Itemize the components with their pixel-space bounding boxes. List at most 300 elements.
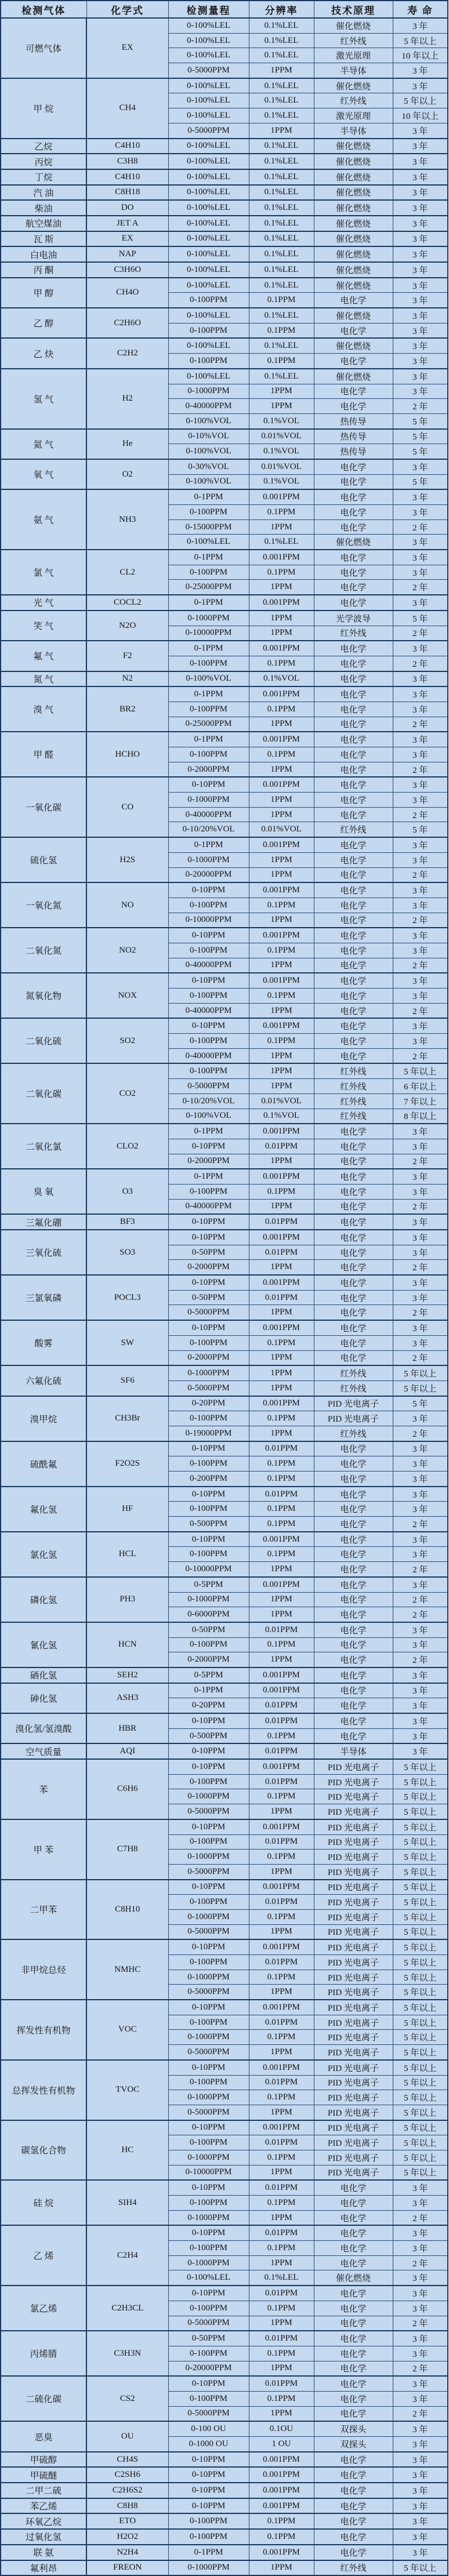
life-cell: 3 年 bbox=[393, 550, 448, 565]
range-cell: 0-500PPM bbox=[168, 1517, 249, 1532]
resolution-cell: 0.1%LEL bbox=[249, 216, 314, 231]
principle-cell: 光学波导 bbox=[314, 611, 393, 626]
gas-name-cell: 六氟化硫 bbox=[1, 1365, 86, 1396]
life-cell: 3 年 bbox=[393, 2513, 448, 2529]
life-cell: 3 年 bbox=[393, 882, 448, 898]
principle-cell: 电化学 bbox=[314, 2483, 393, 2498]
life-cell: 3 年 bbox=[393, 702, 448, 717]
range-cell: 0-5000PPM bbox=[168, 1864, 249, 1879]
range-cell: 0-100PPM bbox=[168, 1955, 249, 1970]
resolution-cell: 0.001PPM bbox=[249, 2120, 314, 2135]
formula-cell: H2 bbox=[86, 369, 168, 429]
resolution-cell: 0.1%LEL bbox=[249, 231, 314, 247]
principle-cell: 红外线 bbox=[314, 93, 393, 108]
resolution-cell: 0.1PPM bbox=[249, 1456, 314, 1472]
range-cell: 0-20PPM bbox=[168, 1396, 249, 1411]
principle-cell: 电化学 bbox=[314, 686, 393, 702]
resolution-cell: 0.1PPM bbox=[249, 2150, 314, 2165]
resolution-cell: 0.1PPM bbox=[249, 1502, 314, 1517]
life-cell: 5 年 bbox=[393, 611, 448, 626]
principle-cell: PID 光电离子 bbox=[314, 2075, 393, 2090]
principle-cell: PID 光电离子 bbox=[314, 2000, 393, 2015]
range-cell: 0-100PPM bbox=[168, 2015, 249, 2030]
table-row bbox=[1, 550, 448, 565]
gas-name-cell: 酸雾 bbox=[1, 1320, 86, 1365]
life-cell: 5 年 bbox=[393, 822, 448, 837]
life-cell: 3 年 bbox=[393, 2180, 448, 2195]
col-header-resolution: 分辨率 bbox=[249, 1, 314, 18]
formula-cell: NO2 bbox=[86, 928, 168, 973]
resolution-cell: 1PPM bbox=[249, 2316, 314, 2331]
resolution-cell: 0.001PPM bbox=[249, 2060, 314, 2075]
gas-name-cell: 二硫化碳 bbox=[1, 2376, 86, 2421]
range-cell: 0-2000PPM bbox=[168, 1260, 249, 1275]
principle-cell: 电化学 bbox=[314, 1577, 393, 1592]
formula-cell: C2SH6 bbox=[86, 2467, 168, 2483]
principle-cell: 电化学 bbox=[314, 2529, 393, 2545]
life-cell: 3 年 bbox=[393, 354, 448, 369]
range-cell: 0-30%VOL bbox=[168, 459, 249, 474]
table-row bbox=[1, 1275, 448, 1290]
life-cell: 5 年 bbox=[393, 429, 448, 444]
resolution-cell: 0.01PPM bbox=[249, 1743, 314, 1759]
resolution-cell: 0.01%VOL bbox=[249, 459, 314, 474]
principle-cell: 电化学 bbox=[314, 2498, 393, 2514]
range-cell: 0-100PPM bbox=[168, 2301, 249, 2316]
life-cell: 3 年 bbox=[393, 169, 448, 185]
table-row bbox=[1, 429, 448, 444]
formula-cell: AQI bbox=[86, 1743, 168, 1759]
formula-cell: He bbox=[86, 429, 168, 459]
principle-cell: 电化学 bbox=[314, 1517, 393, 1532]
formula-cell: C4H10 bbox=[86, 139, 168, 154]
range-cell: 0-100%LEL bbox=[168, 2270, 249, 2286]
formula-cell: NO bbox=[86, 882, 168, 928]
gas-name-cell: 二甲二硫 bbox=[1, 2483, 86, 2498]
resolution-cell: 0.1PPM bbox=[249, 2513, 314, 2529]
formula-cell: C3H3N bbox=[86, 2331, 168, 2376]
resolution-cell: 1PPM bbox=[249, 852, 314, 867]
resolution-cell: 0.001PPM bbox=[249, 732, 314, 747]
life-cell: 3 年 bbox=[393, 535, 448, 550]
gas-name-cell: 光 气 bbox=[1, 595, 86, 611]
range-cell: 0-5000PPM bbox=[168, 1985, 249, 2000]
life-cell: 5 年 bbox=[393, 474, 448, 489]
life-cell: 2 年 bbox=[393, 580, 448, 595]
principle-cell: 红外线 bbox=[314, 1079, 393, 1094]
table-row bbox=[1, 641, 448, 656]
principle-cell: 电化学 bbox=[314, 2301, 393, 2316]
range-cell: 0-1000PPM bbox=[168, 1850, 249, 1865]
principle-cell: 电化学 bbox=[314, 489, 393, 504]
resolution-cell: 0.001PPM bbox=[249, 777, 314, 792]
range-cell: 0-100PPM bbox=[168, 898, 249, 913]
range-cell: 0-1000PPM bbox=[168, 852, 249, 867]
principle-cell: PID 光电离子 bbox=[314, 2060, 393, 2075]
principle-cell: 电化学 bbox=[314, 1034, 393, 1049]
formula-cell: C2H6O bbox=[86, 308, 168, 338]
formula-cell: OU bbox=[86, 2421, 168, 2451]
range-cell: 0-100%VOL bbox=[168, 413, 249, 428]
range-cell: 0-5000PPM bbox=[168, 2045, 249, 2060]
principle-cell: PID 光电离子 bbox=[314, 1939, 393, 1954]
table-row bbox=[1, 278, 448, 293]
resolution-cell: 0.001PPM bbox=[249, 1169, 314, 1184]
formula-cell: POCL3 bbox=[86, 1275, 168, 1320]
resolution-cell: 1PPM bbox=[249, 1607, 314, 1622]
range-cell: 0-1PPM bbox=[168, 1124, 249, 1139]
principle-cell: 电化学 bbox=[314, 641, 393, 656]
life-cell: 3 年 bbox=[393, 1290, 448, 1305]
range-cell: 0-40000PPM bbox=[168, 1199, 249, 1214]
resolution-cell: 0.1%LEL bbox=[249, 308, 314, 323]
principle-cell: 电化学 bbox=[314, 1607, 393, 1622]
principle-cell: PID 光电离子 bbox=[314, 1864, 393, 1879]
life-cell: 5 年以上 bbox=[393, 1804, 448, 1819]
life-cell: 2 年 bbox=[393, 1199, 448, 1214]
life-cell: 3 年 bbox=[393, 123, 448, 138]
principle-cell: 电化学 bbox=[314, 2196, 393, 2211]
gas-name-cell: 氯乙烯 bbox=[1, 2286, 86, 2331]
range-cell: 0-10PPM bbox=[168, 2376, 249, 2391]
gas-name-cell: 乙 醇 bbox=[1, 308, 86, 338]
life-cell: 5 年以上 bbox=[393, 1834, 448, 1850]
life-cell: 5 年以上 bbox=[393, 1864, 448, 1879]
range-cell: 0-10PPM bbox=[168, 2498, 249, 2514]
life-cell: 3 年 bbox=[393, 1018, 448, 1033]
range-cell: 0-10%VOL bbox=[168, 429, 249, 444]
table-row bbox=[1, 139, 448, 154]
principle-cell: PID 光电离子 bbox=[314, 2165, 393, 2180]
range-cell: 0-1000PPM bbox=[168, 793, 249, 808]
principle-cell: PID 光电离子 bbox=[314, 2120, 393, 2135]
table-row bbox=[1, 777, 448, 792]
range-cell: 0-10PPM bbox=[168, 1230, 249, 1245]
life-cell: 3 年 bbox=[393, 1456, 448, 1472]
life-cell: 5 年以上 bbox=[393, 1939, 448, 1954]
formula-cell: CLO2 bbox=[86, 1124, 168, 1169]
formula-cell: NMHC bbox=[86, 1939, 168, 2000]
principle-cell: 激光原理 bbox=[314, 108, 393, 123]
resolution-cell: 0.01PPM bbox=[249, 1698, 314, 1713]
gas-name-cell: 氮 气 bbox=[1, 671, 86, 687]
resolution-cell: 0.1%LEL bbox=[249, 154, 314, 169]
life-cell: 3 年 bbox=[393, 1034, 448, 1049]
principle-cell: 红外线 bbox=[314, 2560, 393, 2576]
life-cell: 3 年 bbox=[393, 459, 448, 474]
range-cell: 0-10000PPM bbox=[168, 626, 249, 641]
formula-cell: CH4O bbox=[86, 278, 168, 308]
formula-cell: SW bbox=[86, 1320, 168, 1365]
resolution-cell: 0.1PPM bbox=[249, 2529, 314, 2545]
col-header-formula: 化学式 bbox=[86, 1, 168, 18]
principle-cell: 电化学 bbox=[314, 2346, 393, 2361]
principle-cell: 电化学 bbox=[314, 1441, 393, 1456]
table-row bbox=[1, 973, 448, 988]
life-cell: 2 年 bbox=[393, 2255, 448, 2270]
range-cell: 0-500PPM bbox=[168, 1728, 249, 1743]
table-row bbox=[1, 246, 448, 262]
life-cell: 5 年 bbox=[393, 444, 448, 459]
life-cell: 2 年 bbox=[393, 1003, 448, 1018]
range-cell: 0-100%LEL bbox=[168, 48, 249, 63]
principle-cell: 电化学 bbox=[314, 2316, 393, 2331]
resolution-cell: 0.1%LEL bbox=[249, 33, 314, 48]
life-cell: 5 年以上 bbox=[393, 1924, 448, 1939]
life-cell: 5 年以上 bbox=[393, 2560, 448, 2576]
formula-cell: N2O bbox=[86, 611, 168, 641]
table-row bbox=[1, 595, 448, 611]
gas-name-cell: 二氧化氯 bbox=[1, 1124, 86, 1169]
range-cell: 0-1PPM bbox=[168, 2545, 249, 2560]
table-row bbox=[1, 2513, 448, 2529]
life-cell: 3 年 bbox=[393, 793, 448, 808]
life-cell: 2 年 bbox=[393, 1562, 448, 1577]
table-row bbox=[1, 928, 448, 943]
gas-name-cell: 白电油 bbox=[1, 246, 86, 262]
principle-cell: PID 光电离子 bbox=[314, 1759, 393, 1774]
life-cell: 3 年 bbox=[393, 1713, 448, 1728]
table-row bbox=[1, 1759, 448, 1774]
table-row bbox=[1, 2180, 448, 2195]
resolution-cell: 1PPM bbox=[249, 807, 314, 822]
range-cell: 0-20000PPM bbox=[168, 867, 249, 882]
resolution-cell: 0.1%LEL bbox=[249, 262, 314, 278]
resolution-cell: 0.1%LEL bbox=[249, 338, 314, 353]
range-cell: 0-40000PPM bbox=[168, 1048, 249, 1063]
resolution-cell: 0.1%LEL bbox=[249, 278, 314, 293]
principle-cell: 电化学 bbox=[314, 973, 393, 988]
gas-name-cell: 溴甲烷 bbox=[1, 1396, 86, 1441]
life-cell: 2 年 bbox=[393, 1048, 448, 1063]
principle-cell: PID 光电离子 bbox=[314, 1880, 393, 1895]
gas-name-cell: 甲 醇 bbox=[1, 278, 86, 308]
resolution-cell: 0.001PPM bbox=[249, 837, 314, 852]
range-cell: 0-1000PPM bbox=[168, 1970, 249, 1985]
range-cell: 0-2000PPM bbox=[168, 762, 249, 777]
principle-cell: 电化学 bbox=[314, 323, 393, 338]
resolution-cell: 0.001PPM bbox=[249, 1275, 314, 1290]
resolution-cell: 1PPM bbox=[249, 2105, 314, 2120]
table-row bbox=[1, 1169, 448, 1184]
gas-name-cell: 甲硫醚 bbox=[1, 2467, 86, 2483]
principle-cell: PID 光电离子 bbox=[314, 2105, 393, 2120]
header-row bbox=[1, 1, 448, 18]
gas-name-cell: 瓦 斯 bbox=[1, 231, 86, 247]
gas-name-cell: 氯 气 bbox=[1, 550, 86, 595]
resolution-cell: 0.001PPM bbox=[249, 1667, 314, 1683]
life-cell: 3 年 bbox=[393, 1472, 448, 1487]
range-cell: 0-100%LEL bbox=[168, 108, 249, 123]
principle-cell: 电化学 bbox=[314, 1698, 393, 1713]
principle-cell: PID 光电离子 bbox=[314, 1411, 393, 1426]
principle-cell: 电化学 bbox=[314, 1562, 393, 1577]
life-cell: 5 年以上 bbox=[393, 2000, 448, 2015]
life-cell: 5 年以上 bbox=[393, 93, 448, 108]
principle-cell: 电化学 bbox=[314, 1487, 393, 1502]
life-cell: 3 年 bbox=[393, 384, 448, 399]
resolution-cell: 0.001PPM bbox=[249, 1759, 314, 1774]
table-row bbox=[1, 837, 448, 852]
principle-cell: 电化学 bbox=[314, 1018, 393, 1033]
life-cell: 3 年 bbox=[393, 928, 448, 943]
resolution-cell: 0.01PPM bbox=[249, 1139, 314, 1154]
life-cell: 3 年 bbox=[393, 732, 448, 747]
range-cell: 0-200PPM bbox=[168, 1472, 249, 1487]
life-cell: 3 年 bbox=[393, 1698, 448, 1713]
principle-cell: PID 光电离子 bbox=[314, 1970, 393, 1985]
table-row bbox=[1, 1880, 448, 1895]
range-cell: 0-1000PPM bbox=[168, 384, 249, 399]
range-cell: 0-10PPM bbox=[168, 2452, 249, 2468]
resolution-cell: 1PPM bbox=[249, 1003, 314, 1018]
life-cell: 5 年以上 bbox=[393, 1774, 448, 1789]
gas-name-cell: 甲 苯 bbox=[1, 1819, 86, 1880]
resolution-cell: 0.01PPM bbox=[249, 2075, 314, 2090]
formula-cell: CH3Br bbox=[86, 1396, 168, 1441]
range-cell: 0-100%LEL bbox=[168, 78, 249, 93]
resolution-cell: 0.001PPM bbox=[249, 489, 314, 504]
table-row bbox=[1, 459, 448, 474]
principle-cell: 催化燃烧 bbox=[314, 185, 393, 201]
principle-cell: 电化学 bbox=[314, 732, 393, 747]
resolution-cell: 1 OU bbox=[249, 2437, 314, 2452]
table-row bbox=[1, 200, 448, 216]
life-cell: 3 年 bbox=[393, 338, 448, 353]
principle-cell: 电化学 bbox=[314, 459, 393, 474]
principle-cell: 红外线 bbox=[314, 1426, 393, 1441]
principle-cell: PID 光电离子 bbox=[314, 2045, 393, 2060]
life-cell: 2 年 bbox=[393, 1652, 448, 1667]
life-cell: 2 年 bbox=[393, 807, 448, 822]
resolution-cell: 0.01%VOL bbox=[249, 429, 314, 444]
principle-cell: 催化燃烧 bbox=[314, 78, 393, 93]
range-cell: 0-1PPM bbox=[168, 1683, 249, 1698]
resolution-cell: 0.1PPM bbox=[249, 943, 314, 958]
gas-name-cell: 氯化氢 bbox=[1, 1532, 86, 1577]
range-cell: 0-5000PPM bbox=[168, 63, 249, 78]
table-row bbox=[1, 1743, 448, 1759]
table-row bbox=[1, 1577, 448, 1592]
life-cell: 3 年 bbox=[393, 262, 448, 278]
resolution-cell: 0.1PPM bbox=[249, 898, 314, 913]
table-row bbox=[1, 185, 448, 201]
life-cell: 3 年 bbox=[393, 293, 448, 308]
formula-cell: EX bbox=[86, 18, 168, 78]
resolution-cell: 0.1%VOL bbox=[249, 413, 314, 428]
life-cell: 3 年 bbox=[393, 1230, 448, 1245]
range-cell: 0-10PPM bbox=[168, 2286, 249, 2301]
resolution-cell: 0.1PPM bbox=[249, 1034, 314, 1049]
principle-cell: 电化学 bbox=[314, 793, 393, 808]
table-row bbox=[1, 338, 448, 353]
gas-name-cell: 臭 氧 bbox=[1, 1169, 86, 1214]
life-cell: 5 年以上 bbox=[393, 1365, 448, 1380]
life-cell: 7 年以上 bbox=[393, 1093, 448, 1109]
range-cell: 0-100PPM bbox=[168, 1456, 249, 1472]
life-cell: 3 年 bbox=[393, 671, 448, 687]
principle-cell: 电化学 bbox=[314, 1184, 393, 1199]
gas-name-cell: 氟 气 bbox=[1, 641, 86, 671]
principle-cell: 电化学 bbox=[314, 837, 393, 852]
life-cell: 3 年 bbox=[393, 2498, 448, 2514]
life-cell: 5 年以上 bbox=[393, 33, 448, 48]
life-cell: 5 年以上 bbox=[393, 1789, 448, 1804]
formula-cell: N2 bbox=[86, 671, 168, 687]
life-cell: 3 年 bbox=[393, 565, 448, 580]
principle-cell: 电化学 bbox=[314, 474, 393, 489]
life-cell: 3 年 bbox=[393, 308, 448, 323]
table-row bbox=[1, 2060, 448, 2075]
resolution-cell: 0.001PPM bbox=[249, 1683, 314, 1698]
resolution-cell: 1PPM bbox=[249, 63, 314, 78]
resolution-cell: 1PPM bbox=[249, 399, 314, 414]
life-cell: 3 年 bbox=[393, 505, 448, 520]
principle-cell: 电化学 bbox=[314, 2545, 393, 2560]
life-cell: 5 年以上 bbox=[393, 2150, 448, 2165]
life-cell: 5 年以上 bbox=[393, 2030, 448, 2045]
principle-cell: 催化燃烧 bbox=[314, 139, 393, 154]
life-cell: 3 年 bbox=[393, 369, 448, 384]
resolution-cell: 1PPM bbox=[249, 384, 314, 399]
range-cell: 0-100PPM bbox=[168, 565, 249, 580]
range-cell: 0-100 OU bbox=[168, 2421, 249, 2436]
gas-name-cell: 乙 烯 bbox=[1, 2225, 86, 2286]
life-cell: 3 年 bbox=[393, 1245, 448, 1260]
range-cell: 0-100%LEL bbox=[168, 200, 249, 216]
table-row bbox=[1, 2467, 448, 2483]
resolution-cell: 0.001PPM bbox=[249, 2000, 314, 2015]
resolution-cell: 0.1PPM bbox=[249, 2241, 314, 2256]
life-cell: 5 年以上 bbox=[393, 2120, 448, 2135]
range-cell: 0-100PPM bbox=[168, 1834, 249, 1850]
gas-name-cell: 三氟化硼 bbox=[1, 1214, 86, 1230]
range-cell: 0-10/20%VOL bbox=[168, 822, 249, 837]
gas-name-cell: 恶臭 bbox=[1, 2421, 86, 2451]
principle-cell: 热传导 bbox=[314, 444, 393, 459]
range-cell: 0-100%LEL bbox=[168, 246, 249, 262]
resolution-cell: 0.1%VOL bbox=[249, 444, 314, 459]
range-cell: 0-100%LEL bbox=[168, 535, 249, 550]
principle-cell: 电化学 bbox=[314, 2406, 393, 2421]
life-cell: 3 年 bbox=[393, 2270, 448, 2286]
resolution-cell: 1PPM bbox=[249, 1864, 314, 1879]
life-cell: 2 年 bbox=[393, 1350, 448, 1365]
table-row bbox=[1, 262, 448, 278]
range-cell: 0-1PPM bbox=[168, 550, 249, 565]
range-cell: 0-15000PPM bbox=[168, 519, 249, 535]
gas-name-cell: 氦 气 bbox=[1, 429, 86, 459]
principle-cell: 红外线 bbox=[314, 626, 393, 641]
principle-cell: 电化学 bbox=[314, 2180, 393, 2195]
principle-cell: PID 光电离子 bbox=[314, 1804, 393, 1819]
principle-cell: 电化学 bbox=[314, 1592, 393, 1607]
gas-name-cell: 二氧化碳 bbox=[1, 1063, 86, 1124]
formula-cell: HC bbox=[86, 2120, 168, 2181]
life-cell: 5 年以上 bbox=[393, 1955, 448, 1970]
principle-cell: PID 光电离子 bbox=[314, 2030, 393, 2045]
range-cell: 0-100%LEL bbox=[168, 185, 249, 201]
formula-cell: HCHO bbox=[86, 732, 168, 777]
principle-cell: 双探头 bbox=[314, 2421, 393, 2436]
life-cell: 3 年 bbox=[393, 2301, 448, 2316]
gas-name-cell: 氮氧化物 bbox=[1, 973, 86, 1018]
formula-cell: C4H10 bbox=[86, 169, 168, 185]
range-cell: 0-10PPM bbox=[168, 882, 249, 898]
resolution-cell: 1PPM bbox=[249, 123, 314, 138]
life-cell: 3 年 bbox=[393, 1139, 448, 1154]
range-cell: 0-10000PPM bbox=[168, 2165, 249, 2180]
